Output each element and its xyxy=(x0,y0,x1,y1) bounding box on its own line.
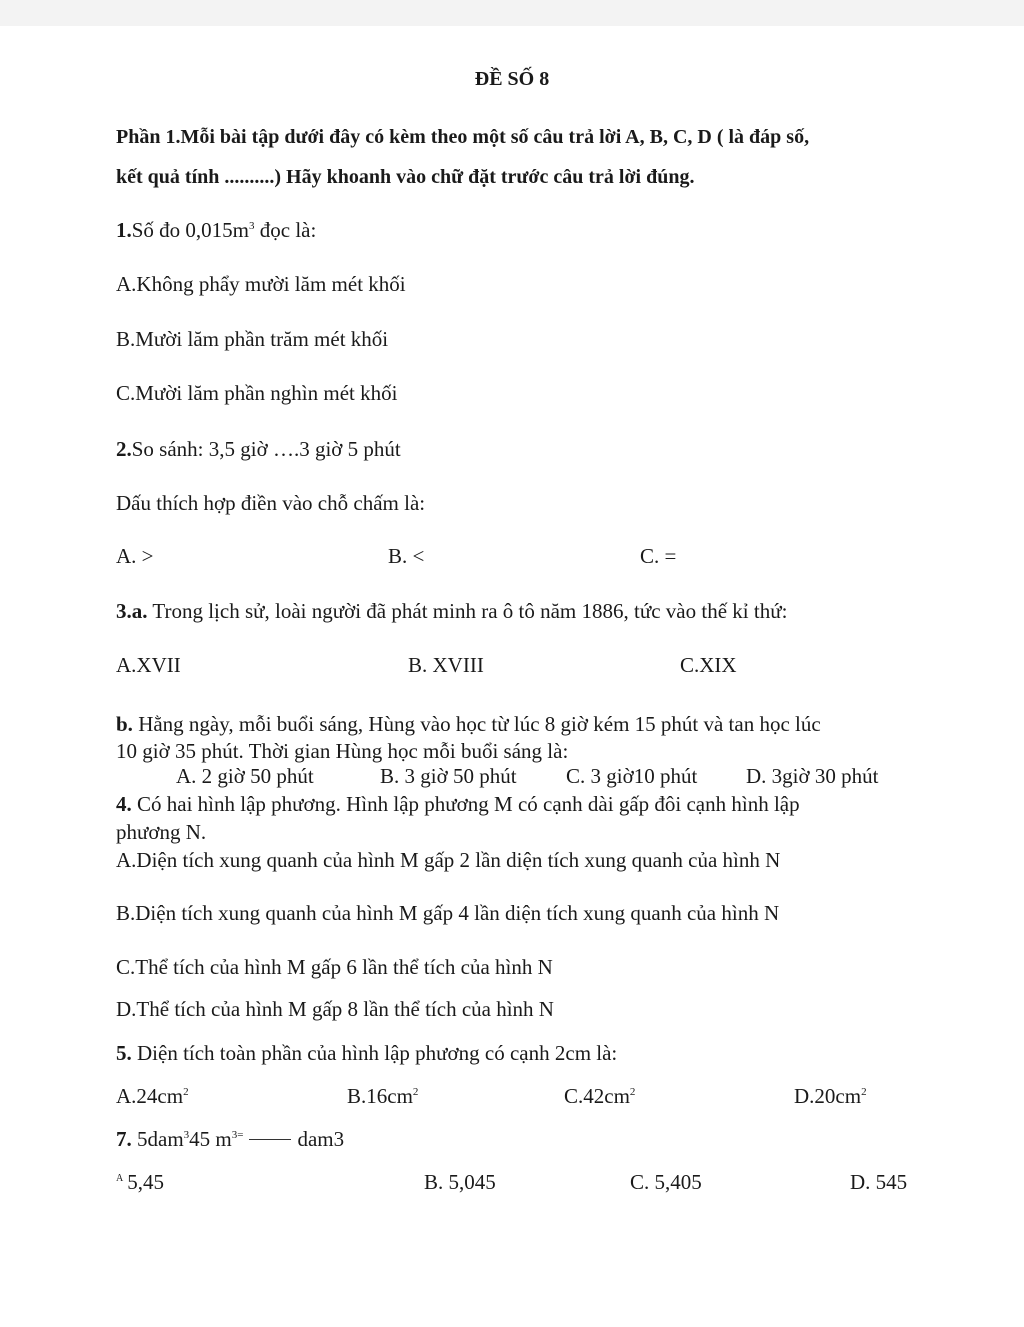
question-number: 7. xyxy=(116,1127,132,1151)
question-3a xyxy=(116,599,787,624)
question-5-option-b xyxy=(347,1084,418,1109)
question-2 xyxy=(116,437,401,462)
question-2-option-c: C. = xyxy=(640,544,677,568)
option-value: 5,45 xyxy=(127,1170,164,1194)
question-4-line1 xyxy=(116,792,800,817)
question-3b-option-b: B. 3 giờ 50 phút xyxy=(380,764,517,788)
question-3b-line2: 10 giờ 35 phút. Thời gian Hùng học mỗi buổi sáng là: xyxy=(116,739,569,763)
question-number: b. xyxy=(116,712,133,736)
superscript: 2 xyxy=(412,1086,419,1098)
question-1 xyxy=(116,218,316,243)
superscript: 3= xyxy=(231,1129,244,1141)
question-7-part1: 5dam xyxy=(131,1127,184,1151)
question-3a-text: Trong lịch sử, loài người đã phát minh ra ô tô năm 1886, tức vào thế kỉ thứ: xyxy=(147,599,788,623)
option-a-letter: A xyxy=(116,1173,124,1184)
part1-instruction-line1: Phần 1.Mỗi bài tập dưới đây có kèm theo một số câu trả lời A, B, C, D ( là đáp số, xyxy=(116,126,810,148)
question-7-option-b: B. 5,045 xyxy=(424,1170,496,1194)
question-1-option-b: B.Mười lăm phần trăm mét khối xyxy=(116,327,389,351)
question-7-option-d: D. 545 xyxy=(850,1170,908,1194)
question-7 xyxy=(116,1127,344,1152)
question-4-option-b: B.Diện tích xung quanh của hình M gấp 4 lần diện tích xung quanh của hình N xyxy=(116,901,780,925)
question-4-text: Có hai hình lập phương. Hình lập phương M có cạnh dài gấp đôi cạnh hình lập xyxy=(131,792,800,816)
option-value: D.20cm xyxy=(794,1084,862,1108)
question-4-line2: phương N. xyxy=(116,820,207,844)
superscript: 3 xyxy=(249,220,255,232)
question-2-option-b: B. < xyxy=(388,544,425,568)
page-top-band xyxy=(0,0,1024,26)
question-number: 2. xyxy=(116,437,132,461)
question-7-part2: 45 m xyxy=(189,1127,232,1151)
option-value: B.16cm xyxy=(347,1084,413,1108)
question-3a-option-c: C.XIX xyxy=(680,653,737,677)
question-1-option-a: A.Không phẩy mười lăm mét khối xyxy=(116,272,406,296)
question-1-suffix: đọc là: xyxy=(254,218,317,242)
superscript: 2 xyxy=(861,1086,867,1098)
question-3a-option-b: B. XVIII xyxy=(408,653,484,677)
question-number: 3.a. xyxy=(116,599,148,623)
question-2-option-a: A. > xyxy=(116,544,154,568)
question-3a-option-a: A.XVII xyxy=(116,653,181,677)
question-5-text: Diện tích toàn phần của hình lập phương có cạnh 2cm là: xyxy=(131,1041,618,1065)
question-number: 4. xyxy=(116,792,132,816)
question-7-option-a xyxy=(116,1170,164,1195)
question-2-prompt: Dấu thích hợp điền vào chỗ chấm là: xyxy=(116,491,426,515)
option-value: A.24cm xyxy=(116,1084,184,1108)
question-7-part3: dam3 xyxy=(297,1127,345,1151)
question-number: 5. xyxy=(116,1041,132,1065)
question-5-option-c xyxy=(564,1084,635,1109)
question-5 xyxy=(116,1041,617,1066)
question-3b-option-c: C. 3 giờ10 phút xyxy=(566,764,698,788)
superscript: 3 xyxy=(183,1129,190,1141)
question-4-option-a: A.Diện tích xung quanh của hình M gấp 2 lần diện tích xung quanh của hình N xyxy=(116,848,781,872)
blank-line xyxy=(249,1139,291,1140)
question-3b-option-a: A. 2 giờ 50 phút xyxy=(176,764,314,788)
question-5-option-a xyxy=(116,1084,189,1109)
question-5-option-d xyxy=(794,1084,867,1109)
question-3b-line1 xyxy=(116,712,821,737)
option-value: C.42cm xyxy=(564,1084,630,1108)
question-1-option-c: C.Mười lăm phần nghìn mét khối xyxy=(116,381,398,405)
question-number: 1. xyxy=(116,218,132,242)
question-3b-text: Hằng ngày, mỗi buổi sáng, Hùng vào học từ lúc 8 giờ kém 15 phút và tan học lúc xyxy=(132,712,821,736)
question-4-option-c: C.Thể tích của hình M gấp 6 lần thể tích của hình N xyxy=(116,955,553,979)
question-4-option-d: D.Thể tích của hình M gấp 8 lần thể tích của hình N xyxy=(116,997,554,1021)
question-1-prefix: Số đo 0,015m xyxy=(131,218,250,242)
superscript: 2 xyxy=(629,1086,636,1098)
part1-instruction-line2: kết quả tính ..........) Hãy khoanh vào chữ đặt trước câu trả lời đúng. xyxy=(116,166,695,188)
question-3b-option-d: D. 3giờ 30 phút xyxy=(746,764,879,788)
page-title: ĐỀ SỐ 8 xyxy=(474,68,550,90)
question-7-option-c: C. 5,405 xyxy=(630,1170,702,1194)
question-2-text: So sánh: 3,5 giờ ….3 giờ 5 phút xyxy=(131,437,401,461)
superscript: 2 xyxy=(183,1086,189,1098)
